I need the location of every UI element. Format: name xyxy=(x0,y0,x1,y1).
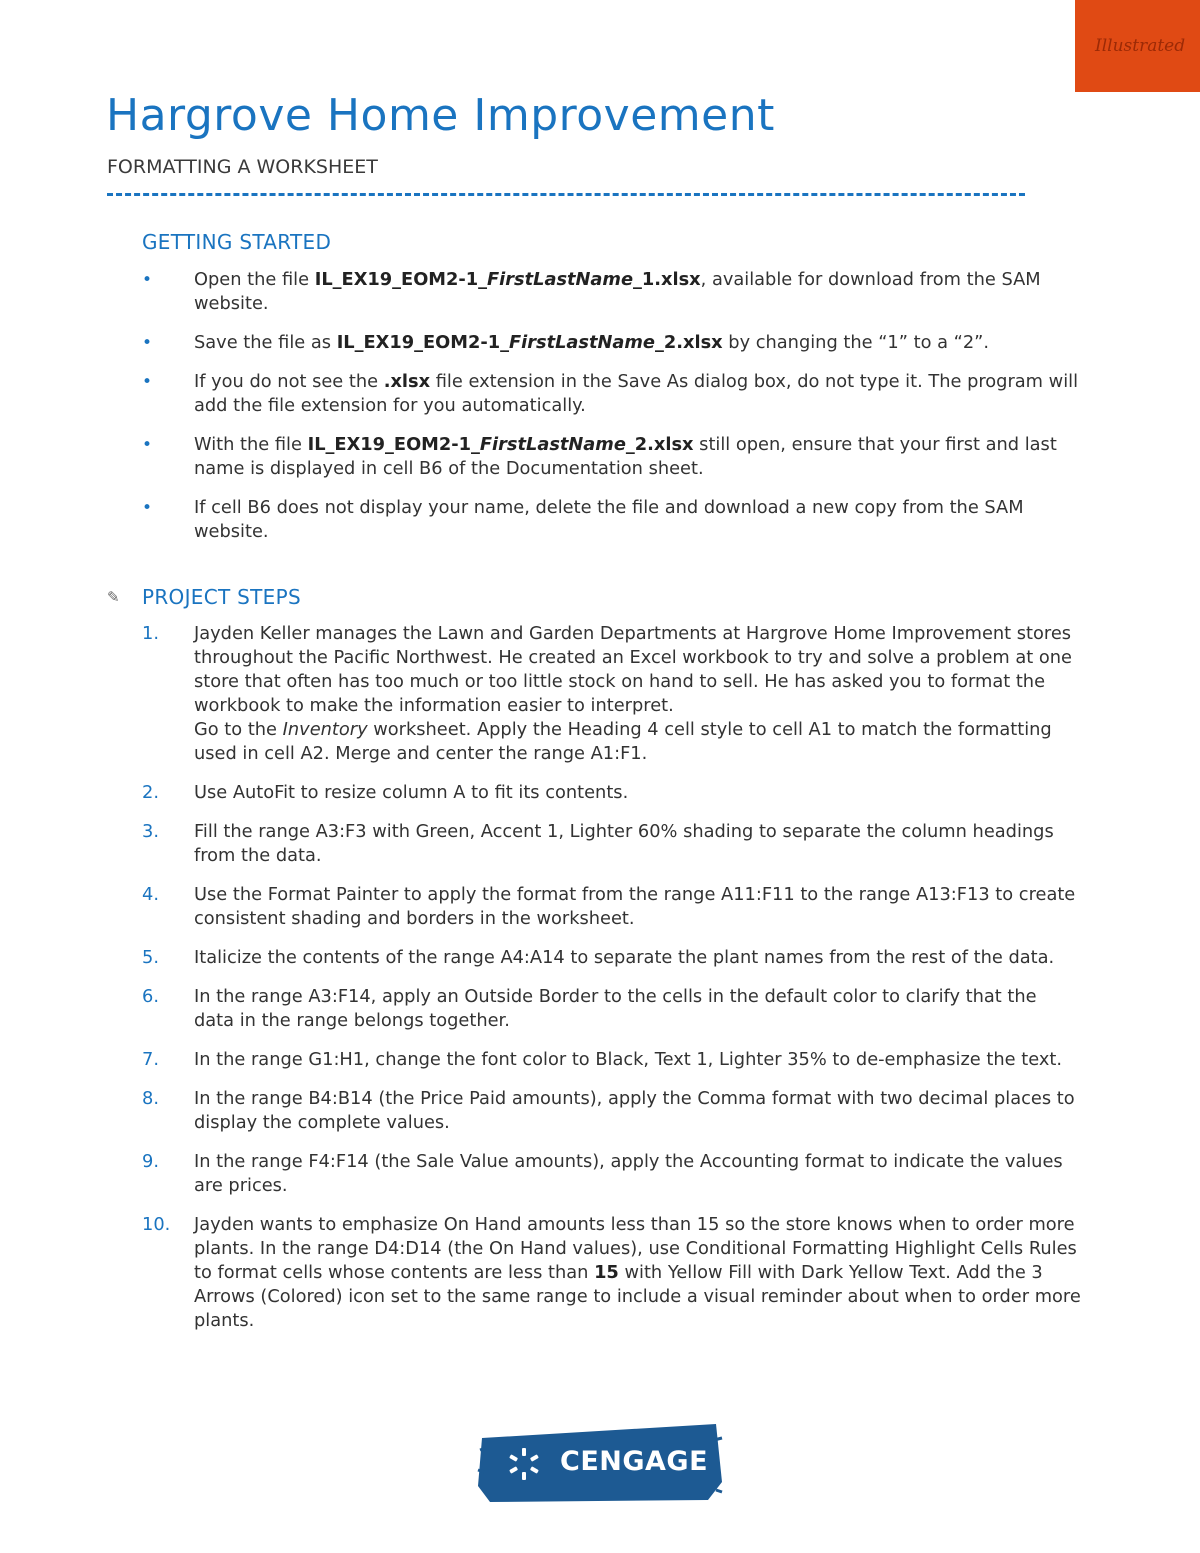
step-number: 9. xyxy=(142,1151,159,1172)
corner-tab xyxy=(1075,0,1200,92)
corner-tab-label: Illustrated xyxy=(1095,36,1186,56)
list-item: 2. Use AutoFit to resize column A to fit its contents. xyxy=(142,782,629,803)
step-number: 7. xyxy=(142,1049,159,1070)
list-item: • If cell B6 does not display your name, delete the file and download a new copy from the SAM website. xyxy=(142,497,1024,542)
bullet-icon: • xyxy=(142,435,153,455)
list-item: 10. Jayden wants to emphasize On Hand amounts less than 15 so the store knows when to order more plants. In the range D4:D14 (the On Hand values), use Conditional Formatting Highlight Cells Rules to format cells whose contents are less than 15 with Yellow Fill with Dark Yellow Text. Add the 3 Arrows (Colored) icon set to the same range to include a visual reminder about when to order more plants. xyxy=(142,1214,1081,1331)
step-number: 4. xyxy=(142,884,159,905)
list-item: 7. In the range G1:H1, change the font color to Black, Text 1, Lighter 35% to de-emphasize the text. xyxy=(142,1049,1062,1070)
list-item: • If you do not see the .xlsx file extension in the Save As dialog box, do not type it. The program will add the file extension for you automatically. xyxy=(142,371,1079,416)
project-steps-list xyxy=(142,622,1082,1348)
getting-started-heading: GETTING STARTED xyxy=(142,230,332,254)
page-subtitle: FORMATTING A WORKSHEET xyxy=(107,156,378,178)
bullet-icon: • xyxy=(142,333,153,353)
step-number: 8. xyxy=(142,1088,159,1109)
list-item: 4. Use the Format Painter to apply the format from the range A11:F11 to the range A13:F13 to create consistent shading and borders in the worksheet. xyxy=(142,884,1076,929)
list-item: 1. Jayden Keller manages the Lawn and Garden Departments at Hargrove Home Improvement stores throughout the Pacific Northwest. He created an Excel workbook to try and solve a problem at one store that often has too much or too little stock on hand to sell. He has asked you to format the workbook to make the information easier to interpret. Go to the Inventory worksheet. Apply the Heading 4 cell style to cell A1 to match the formatting used in cell A2. Merge and center the range A1:F1. xyxy=(142,623,1072,764)
page-title: Hargrove Home Improvement xyxy=(106,90,775,141)
step-number: 1. xyxy=(142,623,159,644)
list-item: 3. Fill the range A3:F3 with Green, Accent 1, Lighter 60% shading to separate the column headings from the data. xyxy=(142,821,1054,866)
list-item: • Open the file IL_EX19_EOM2-1_FirstLastName_1.xlsx, available for download from the SAM website. xyxy=(142,269,1041,314)
project-steps-heading: PROJECT STEPS xyxy=(142,585,301,609)
step-number: 3. xyxy=(142,821,159,842)
title-divider xyxy=(107,193,1025,196)
list-item: 9. In the range F4:F14 (the Sale Value amounts), apply the Accounting format to indicate the values are prices. xyxy=(142,1151,1063,1196)
bullet-icon: • xyxy=(142,270,153,290)
list-item: • With the file IL_EX19_EOM2-1_FirstLastName_2.xlsx still open, ensure that your first and last name is displayed in cell B6 of the Documentation sheet. xyxy=(142,434,1057,479)
step-number: 2. xyxy=(142,782,159,803)
list-item: 6. In the range A3:F14, apply an Outside Border to the cells in the default color to clarify that the data in the range belongs together. xyxy=(142,986,1037,1031)
bullet-icon: • xyxy=(142,372,153,392)
step-number: 6. xyxy=(142,986,159,1007)
step-number: 5. xyxy=(142,947,159,968)
getting-started-list xyxy=(142,268,1082,559)
bullet-icon: • xyxy=(142,498,153,518)
list-item: • Save the file as IL_EX19_EOM2-1_FirstLastName_2.xlsx by changing the “1” to a “2”. xyxy=(142,332,990,353)
list-item: 8. In the range B4:B14 (the Price Paid amounts), apply the Comma format with two decimal places to display the complete values. xyxy=(142,1088,1075,1133)
list-item: 5. Italicize the contents of the range A4:A14 to separate the plant names from the rest of the data. xyxy=(142,947,1055,968)
step-number: 10. xyxy=(142,1214,171,1235)
cengage-logo-text: CENGAGE xyxy=(560,1446,709,1477)
steps-icon: ✎ xyxy=(107,588,120,606)
